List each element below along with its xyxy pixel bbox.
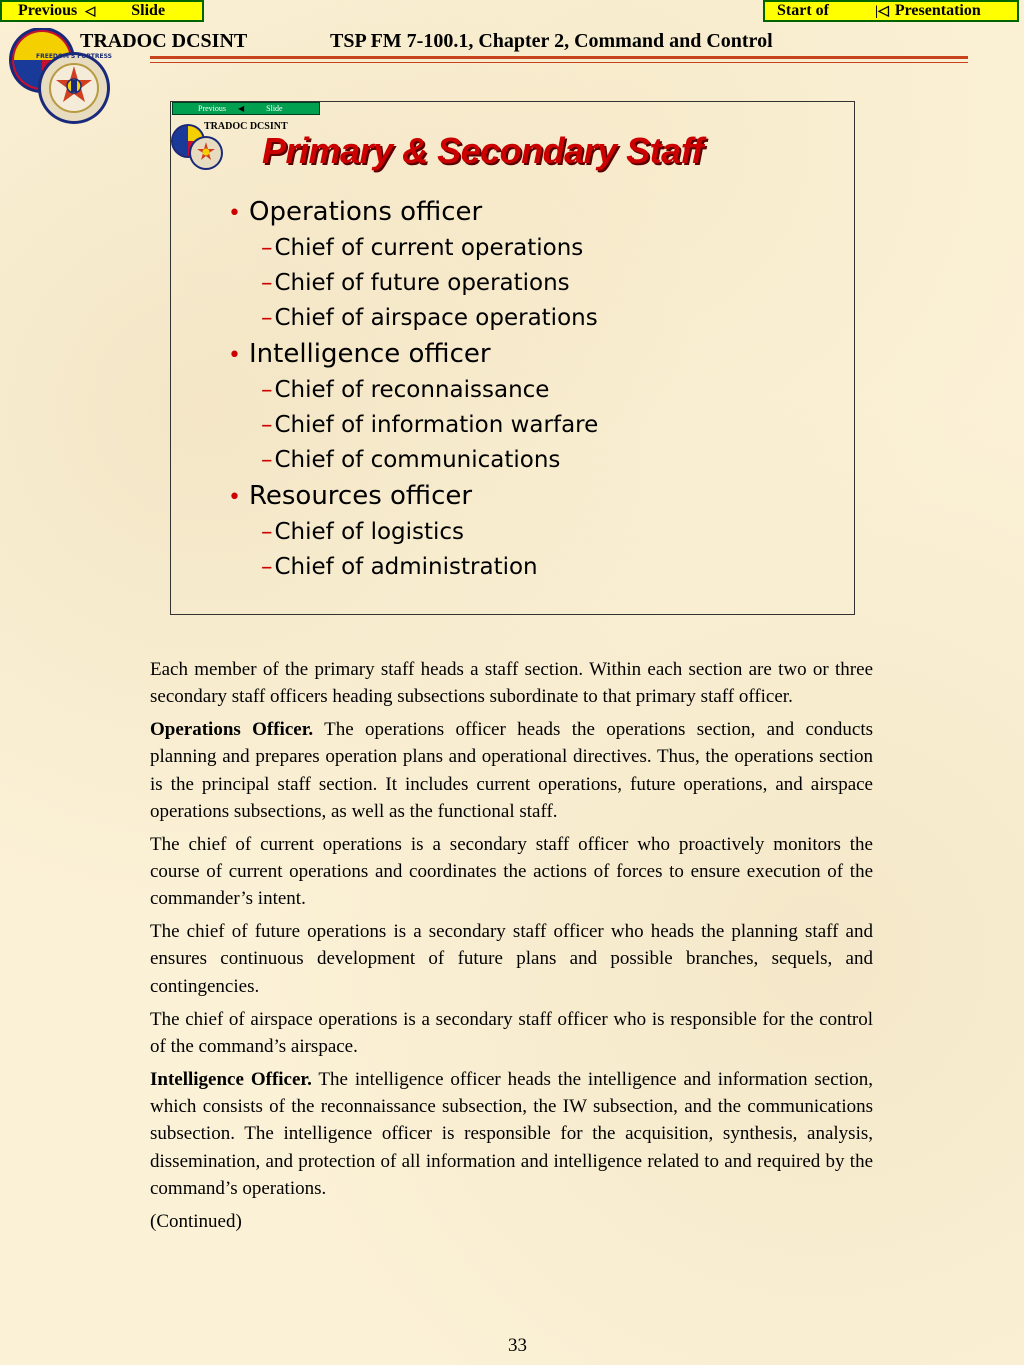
bullet-operations-officer: • Operations officer (228, 197, 483, 227)
paragraph-lead: Operations Officer. (150, 719, 314, 741)
slide-title: Primary & Secondary Staff (262, 130, 704, 171)
previous-label[interactable]: Previous (18, 2, 78, 19)
paragraph: The chief of future operations is a secondary staff officer who heads the planning staff and ensures continuous development of future plans and possible branches, sequels, and contingencies. (150, 921, 873, 997)
sub-bullet: –Chief of reconnaissance (261, 377, 550, 403)
header-rule-thick (150, 56, 968, 59)
slide-mini-previous: Previous (198, 104, 226, 113)
header-title: TSP FM 7-100.1, Chapter 2, Command and Control (330, 30, 773, 52)
svg-text:FREEDOM'S FORTRESS: FREEDOM'S FORTRESS (36, 53, 112, 60)
slide-mini-slide: Slide (266, 104, 283, 113)
page-number: 33 (508, 1335, 527, 1356)
paragraph: The chief of current operations is a secondary staff officer who proactively monitors the course of current operations and coordinates the actions of forces to ensure execution of the commander’s intent. (150, 833, 873, 910)
previous-arrow-icon[interactable]: ◁ (85, 3, 96, 18)
paragraph: Intelligence Officer. The intelligence officer heads the intelligence and information section, which consists of the reconnaissance subsection, the IW subsection, and the communications subsection. The intelligence officer is responsible for the acquisition, synthesis, analysis, dissemination, and protection of all information and intelligence related to and required by the command’s operations. (150, 1068, 873, 1199)
sub-bullet: –Chief of airspace operations (261, 305, 598, 331)
paragraph: (Continued) (150, 1210, 242, 1232)
sub-bullet: –Chief of communications (261, 447, 561, 473)
header-rule-thin (150, 62, 968, 63)
start-of-label[interactable]: Start of (777, 2, 829, 19)
presentation-label[interactable]: Presentation (894, 2, 981, 19)
start-of-presentation-nav[interactable] (763, 0, 1019, 22)
header-org: TRADOC DCSINT (80, 30, 248, 52)
sub-bullet: –Chief of administration (261, 554, 538, 580)
skip-to-start-icon[interactable]: |◁ (874, 3, 889, 19)
slide-mini-arrow-icon: ◀ (238, 104, 245, 113)
paragraph: The chief of airspace operations is a secondary staff officer who is responsible for the control of the command’s airspace. (150, 1008, 873, 1057)
sub-bullet: –Chief of current operations (261, 235, 584, 261)
bullet-resources-officer: • Resources officer (228, 481, 473, 511)
notes-text (150, 656, 873, 1240)
slide-label[interactable]: Slide (131, 2, 166, 19)
sub-bullet: –Chief of information warfare (261, 412, 599, 438)
paragraph-lead: Intelligence Officer. (150, 1068, 312, 1090)
slide-org: TRADOC DCSINT (204, 121, 288, 132)
slide-mini-nav (172, 102, 320, 115)
sub-bullet: –Chief of future operations (261, 270, 570, 296)
slide-bullet-list (228, 194, 598, 585)
paragraph: Each member of the primary staff heads a staff section. Within each section are two or three secondary staff officers heading subsections subordinate to that primary staff officer. (150, 659, 873, 708)
previous-slide-nav[interactable] (0, 0, 204, 22)
bullet-intelligence-officer: • Intelligence officer (228, 339, 491, 369)
paragraph: Operations Officer. The operations officer heads the operations section, and conducts planning and prepares operation plans and operational directives. Thus, the operations section is the principal staff section. It includes current operations, future operations, and airspace operations subsections, as well as the functional staff. (150, 719, 874, 822)
sub-bullet: –Chief of logistics (261, 519, 465, 545)
